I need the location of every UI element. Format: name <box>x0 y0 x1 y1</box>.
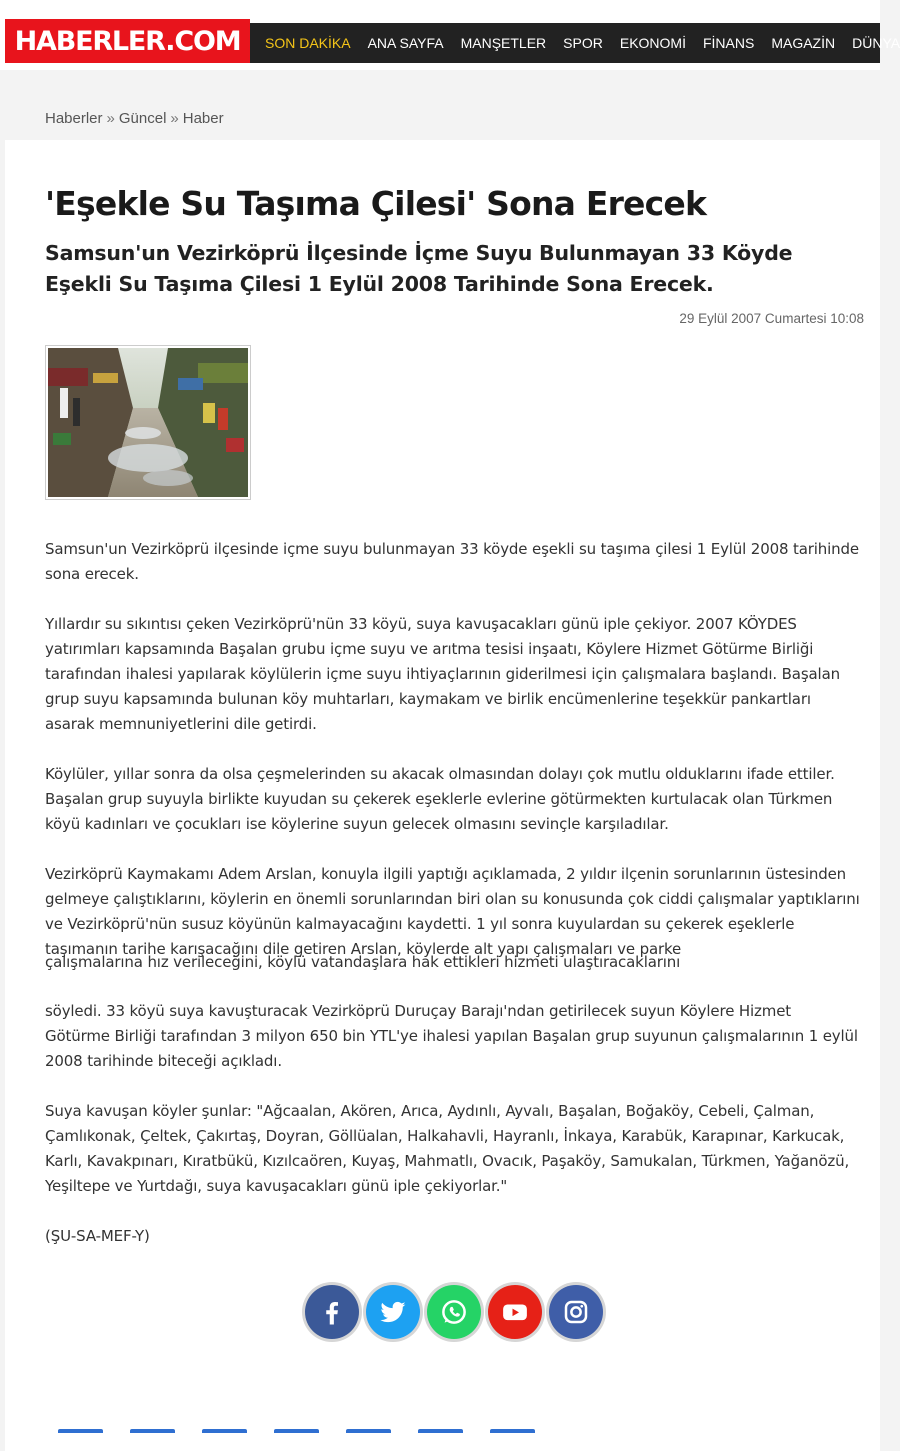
breadcrumb <box>45 110 224 127</box>
article-paragraph: Köylüler, yıllar sonra da olsa çeşmelerinden su akacak olmasından dolayı çok mutlu olduklarını ifade ettiler. Başalan grup suyuyla birlikte kuyudan su çekerek eşeklerle evlerine götürmekten kurtulacak olan Türkmen köyü kadınları ve çocukları ise köylerine suyun gelecek olmasını sevinçle karşıladılar. <box>45 765 835 833</box>
facebook-button[interactable] <box>305 1285 359 1339</box>
social-share-bar <box>305 1285 610 1339</box>
nav-item-finans[interactable]: FİNANS <box>702 35 755 51</box>
youtube-button[interactable] <box>488 1285 542 1339</box>
nav-item-magazin[interactable]: MAGAZİN <box>771 35 836 51</box>
article-paragraph: Yıllardır su sıkıntısı çeken Vezirköprü'nün 33 köyü, suya kavuşacakları günü iple çekiyor. 2007 KÖYDES yatırımları kapsamında Başalan grubu içme suyu ve arıtma tesisi inşaatı, Köylere Hizmet Götürme Birliği tarafından ihalesi yapılarak köylülerin içme suyu ihtiyaçlarının giderilmesi için çalışmalara başlandı. Başalan grup suyu kapsamında bulunan köy muhtarları, kaymakam ve birlik encümenlerine teşekkür pankartları asarak memnuniyetlerini dile getirdi. <box>45 615 840 733</box>
article-paragraph-clipped <box>45 862 860 958</box>
tab-indicator[interactable] <box>418 1429 463 1433</box>
nav-item-mansetler[interactable]: MANŞETLER <box>460 35 547 51</box>
article-paragraph: Vezirköprü Kaymakamı Adem Arslan, konuyla ilgili yaptığı açıklamada, 2 yıldır ilçenin sorunlarının üstesinden gelmeye çalıştıklarını, köylerin en önemli sorunlarından biri olan su konusunda çok ciddi çalışmalar yaptıklarını ve Vezirköprü'nün susuz köyünün kalmayacağını kaydetti. 1 yıl sonra kuyulardan su çekerek eşeklerle taşımanın tarihe karışacağını dile getiren Arslan, köylerde alt yapı çalışmaları ve parke <box>45 865 860 958</box>
youtube-icon <box>500 1297 530 1327</box>
article-title: 'Eşekle Su Taşıma Çilesi' Sona Erecek <box>45 184 707 223</box>
tab-indicator[interactable] <box>58 1429 103 1433</box>
breadcrumb-guncel[interactable]: Güncel <box>118 110 167 127</box>
article-paragraph: Samsun'un Vezirköprü ilçesinde içme suyu bulunmayan 33 köyde eşekli su taşıma çilesi 1 Eylül 2008 tarihinde sona erecek. <box>45 540 859 583</box>
article-paragraph: Suya kavuşan köyler şunlar: "Ağcaalan, Akören, Arıca, Aydınlı, Ayvalı, Başalan, Boğaköy, Cebeli, Çalman, Çamlıkonak, Çeltek, Çakırtaş, Doyran, Göllüalan, Halkahavli, Hayranlı, İnkaya, Karabük, Karapınar, Karkucak, Karlı, Kavakpınarı, Kıratbükü, Kızılcaören, Kuyaş, Mahmatlı, Ovacık, Paşaköy, Samukalan, Türkmen, Yağanözü, Yeşiltepe ve Yurtdağı, suya kavuşacakları günü iple çekiyorlar." <box>45 1102 850 1195</box>
whatsapp-button[interactable] <box>427 1285 481 1339</box>
article-date: 29 Eylül 2007 Cumartesi 10:08 <box>679 311 864 326</box>
article-paragraph: söyledi. 33 köyü suya kavuşturacak Vezirköprü Duruçay Barajı'ndan getirilecek suyun Köylere Hizmet Götürme Birliği tarafından 3 milyon 650 bin YTL'ye ihalesi yapılan Başalan grup suyunun çalışmalarının 1 eylül 2008 tarihinde biteceği açıkladı. <box>45 1002 858 1070</box>
site-header <box>0 0 900 70</box>
article-source-code: (ŞU-SA-MEF-Y) <box>45 1227 150 1245</box>
facebook-icon <box>317 1297 347 1327</box>
bottom-tab-indicators <box>58 1429 562 1433</box>
nav-item-ekonomi[interactable]: EKONOMİ <box>619 35 686 51</box>
whatsapp-icon <box>439 1297 469 1327</box>
article-subtitle: Samsun'un Vezirköprü İlçesinde İçme Suyu Bulunmayan 33 Köyde Eşekli Su Taşıma Çilesi 1 Eylül 2008 Tarihinde Sona Erecek. <box>45 241 793 296</box>
tab-indicator[interactable] <box>202 1429 247 1433</box>
main-nav <box>250 23 900 63</box>
twitter-button[interactable] <box>366 1285 420 1339</box>
logo-text: HABERLER.COM <box>14 25 241 57</box>
nav-item-dunya[interactable]: DÜNYA <box>852 35 900 51</box>
breadcrumb-separator: » <box>106 110 115 127</box>
article-photo[interactable] <box>45 345 251 500</box>
nav-item-ana-sayfa[interactable]: ANA SAYFA <box>367 35 444 51</box>
breadcrumb-separator: » <box>170 110 179 127</box>
tab-indicator[interactable] <box>130 1429 175 1433</box>
article-paragraph: çalışmalarına hız verileceğini, köylü vatandaşlara hak ettikleri hizmeti ulaştıracaklarını <box>45 953 681 971</box>
site-logo[interactable] <box>5 19 250 63</box>
instagram-icon <box>561 1297 591 1327</box>
twitter-icon <box>378 1297 408 1327</box>
tab-indicator[interactable] <box>346 1429 391 1433</box>
breadcrumb-haber[interactable]: Haber <box>182 110 224 127</box>
tab-indicator[interactable] <box>274 1429 319 1433</box>
street-photo-image <box>48 348 248 497</box>
instagram-button[interactable] <box>549 1285 603 1339</box>
nav-item-son-dakika[interactable]: SON DAKİKA <box>265 35 351 51</box>
nav-item-spor[interactable]: SPOR <box>563 35 603 51</box>
breadcrumb-haberler[interactable]: Haberler <box>45 110 103 127</box>
tab-indicator[interactable] <box>490 1429 535 1433</box>
